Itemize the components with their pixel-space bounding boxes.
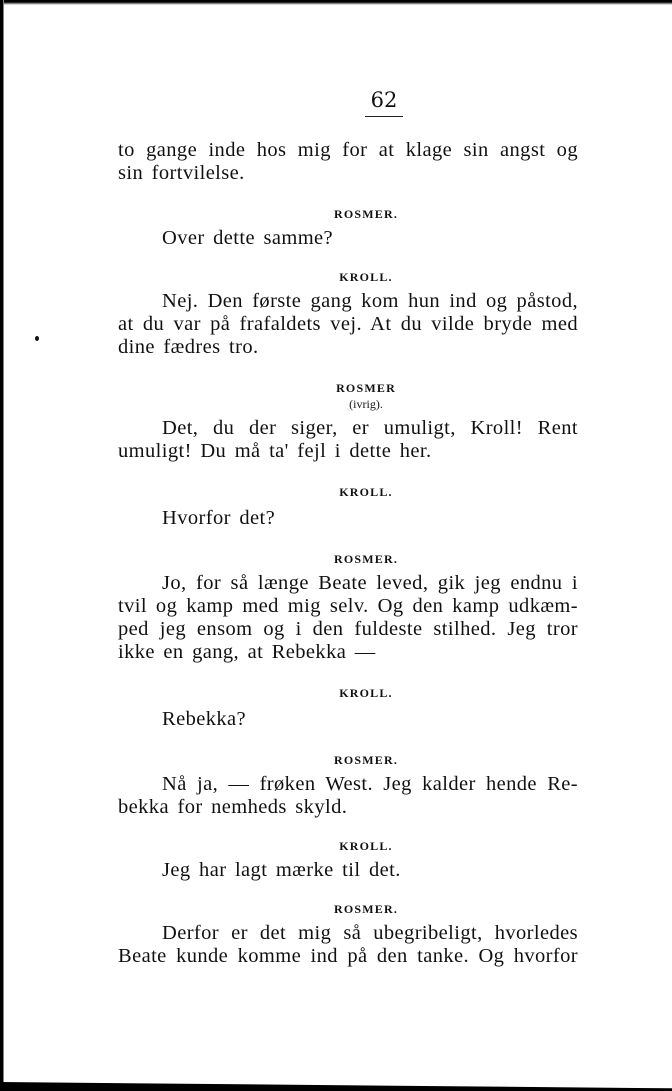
text-line: Jo, for så længe Beate leved, gik jeg endnu i xyxy=(162,572,578,594)
text-line: dine fædres tro. xyxy=(118,336,259,358)
book-page xyxy=(118,88,578,968)
dialogue-paragraph xyxy=(118,773,578,819)
text-line: ped jeg ensom og i den fuldeste stilhed. Jeg tror xyxy=(118,618,578,640)
speaker-name: ROSMER. xyxy=(333,552,399,566)
dialogue-paragraph xyxy=(118,922,578,968)
text-line: Nej. Den første gang kom hun ind og påstod, xyxy=(162,290,578,312)
speaker-name: ROSMER. xyxy=(333,902,399,916)
text-line: Rebekka? xyxy=(162,708,247,730)
speaker-name: KROLL. xyxy=(339,485,393,499)
text-line: Beate kunde komme ind på den tanke. Og hvorfor xyxy=(118,945,578,967)
text-line: Over dette samme? xyxy=(162,227,334,249)
text-line: tvil og kamp med mig selv. Og den kamp udkæm- xyxy=(118,595,578,617)
dialogue-paragraph xyxy=(118,227,578,250)
speaker-name: ROSMER. xyxy=(333,207,399,221)
text-line: Det, du der siger, er umuligt, Kroll! Rent xyxy=(162,417,578,439)
page-number-text: 62 xyxy=(365,88,404,117)
speaker-name: ROSMER. xyxy=(333,753,399,767)
scan-border-top xyxy=(0,0,672,5)
text-line: ikke en gang, at Rebekka — xyxy=(118,641,376,663)
text-line: to gange inde hos mig for at klage sin angst og xyxy=(118,139,578,161)
dialogue-paragraph xyxy=(118,572,578,664)
text-line: Jeg har lagt mærke til det. xyxy=(162,859,401,881)
dialogue-paragraph xyxy=(118,507,578,530)
text-line: umuligt! Du må ta' fejl i dette her. xyxy=(118,440,432,462)
dialogue-paragraph xyxy=(118,859,578,882)
speaker-name: KROLL. xyxy=(339,686,393,700)
text-line: at du var på frafaldets vej. At du vilde bryde med xyxy=(118,313,578,335)
text-line: sin fortvilelse. xyxy=(118,162,245,184)
stray-ink-mark xyxy=(35,336,39,341)
dialogue-paragraph xyxy=(118,290,578,359)
dialogue-paragraph xyxy=(118,708,578,731)
speaker-name: KROLL. xyxy=(339,839,393,853)
scan-border-left xyxy=(0,0,4,1091)
text-line: Hvorfor det? xyxy=(162,507,276,529)
stage-direction: (ivrig). xyxy=(349,397,383,411)
dialogue-paragraph xyxy=(118,417,578,463)
text-line: Nå ja, — frøken West. Jeg kalder hende Re- xyxy=(162,773,578,795)
scan-border-bottom xyxy=(0,1082,672,1091)
page-number xyxy=(154,88,614,117)
speaker-name: ROSMER xyxy=(336,381,396,395)
text-line: Derfor er det mig så ubegribeligt, hvorledes xyxy=(162,922,578,944)
speaker-name: KROLL. xyxy=(339,270,393,284)
text-line: bekka for nemheds skyld. xyxy=(118,796,348,818)
dialogue-paragraph xyxy=(118,139,578,185)
